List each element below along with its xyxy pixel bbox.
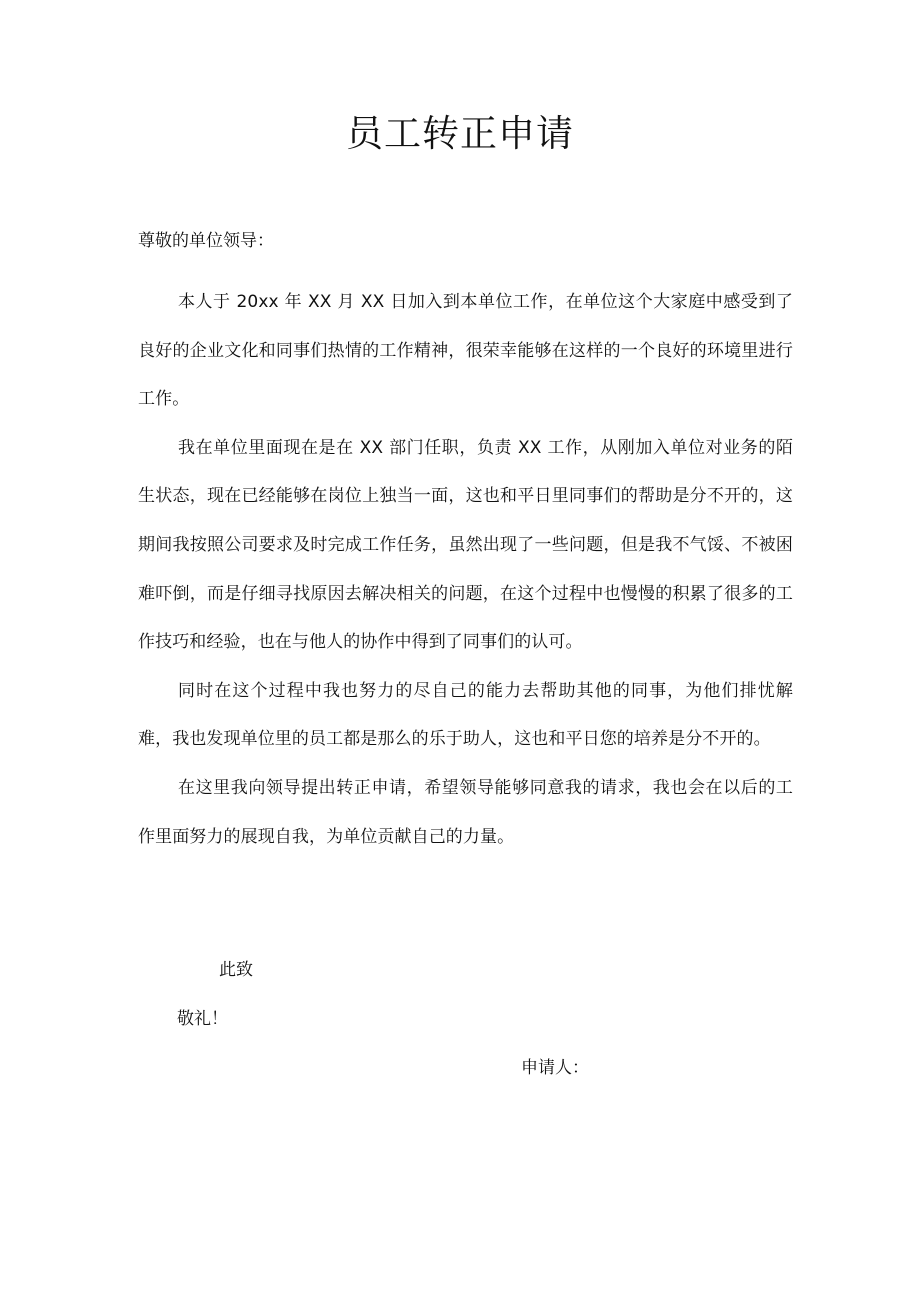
letter-body	[138, 278, 793, 861]
paragraph-1: 本人于 20xx 年 XX 月 XX 日加入到本单位工作，在单位这个大家庭中感受到了良好的企业文化和同事们热情的工作精神，很荣幸能够在这样的一个良好的环境里进行工作。	[138, 292, 793, 410]
signature-label: 申请人：	[521, 1058, 589, 1078]
closing-cizhi: 此致	[219, 960, 253, 980]
document-title: 员工转正申请	[346, 112, 574, 155]
closing-jingli: 敬礼！	[177, 1009, 228, 1029]
paragraph-2: 我在单位里面现在是在 XX 部门任职，负责 XX 工作，从刚加入单位对业务的陌生状态，现在已经能够在岗位上独当一面，这也和平日里同事们的帮助是分不开的，这期间我按照公司要求及时完成工作任务，虽然出现了一些问题，但是我不气馁、不被困难吓倒，而是仔细寻找原因去解决相关的问题，在这个过程中也慢慢的积累了很多的工作技巧和经验，也在与他人的协作中得到了同事们的认可。	[138, 437, 793, 653]
paragraph-3: 同时在这个过程中我也努力的尽自己的能力去帮助其他的同事，为他们排忧解难，我也发现单位里的员工都是那么的乐于助人，这也和平日您的培养是分不开的。	[138, 680, 793, 750]
salutation: 尊敬的单位领导：	[138, 231, 274, 251]
paragraph-4: 在这里我向领导提出转正申请，希望领导能够同意我的请求，我也会在以后的工作里面努力的展现自我，为单位贡献自己的力量。	[138, 777, 793, 847]
